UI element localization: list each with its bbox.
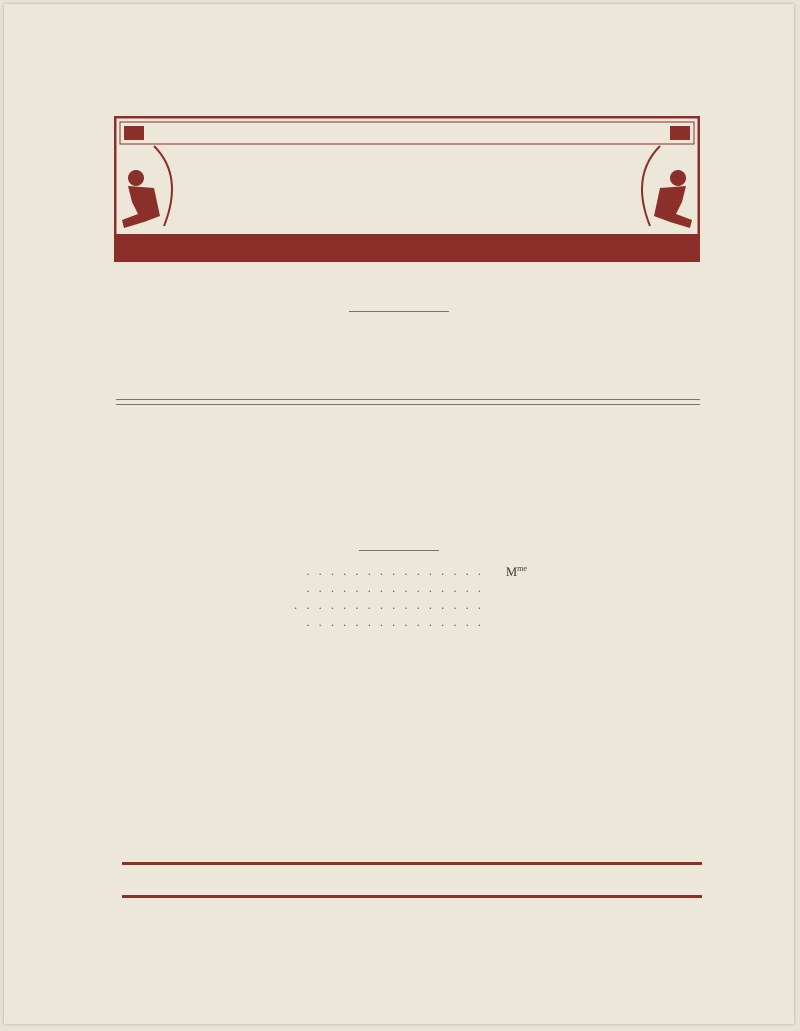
programme-item bbox=[420, 346, 424, 363]
double-divider bbox=[116, 399, 700, 405]
divider bbox=[349, 311, 449, 312]
cast-title: $M^{me}$ bbox=[506, 564, 527, 580]
season-header bbox=[4, 76, 794, 102]
programme-page: . . . . . . . . . . . . . . . $M^{me}$ . . . . . . . . . . . . . . . . . . . . . . . . . . . . . . . . . . . . . . . . . . . . . . bbox=[4, 4, 794, 1024]
divider bbox=[359, 550, 439, 551]
dancers-frieze-illustration bbox=[114, 116, 700, 262]
programme-item bbox=[420, 368, 424, 385]
programme-item bbox=[116, 346, 120, 363]
programme-item bbox=[112, 368, 116, 385]
greek-key-border bbox=[122, 862, 702, 898]
